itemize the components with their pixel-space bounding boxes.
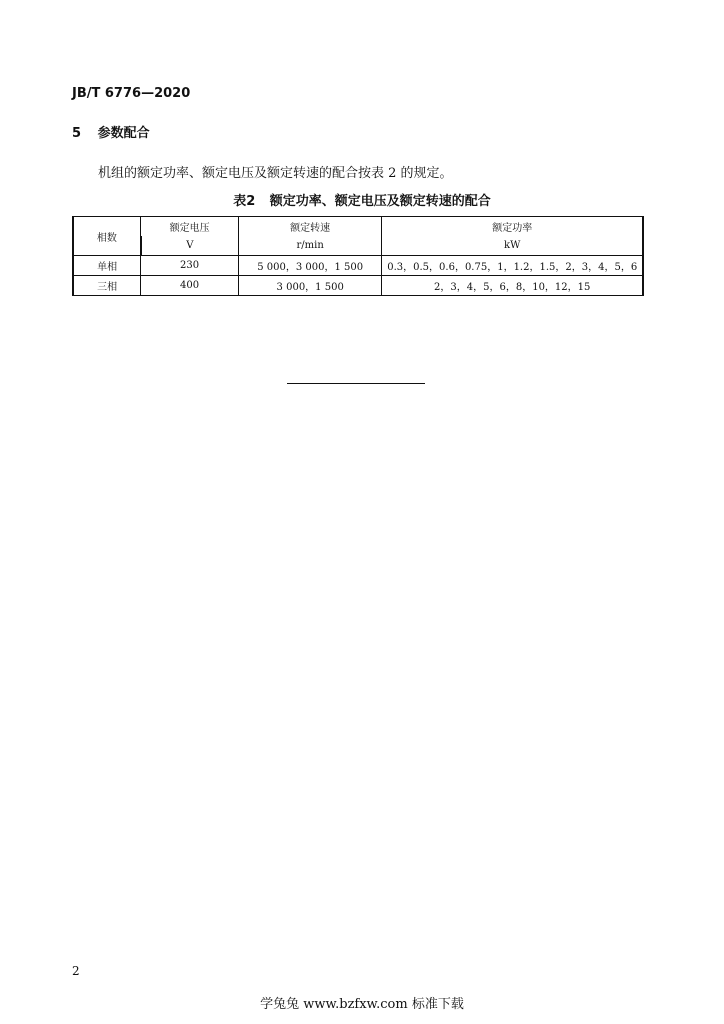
header-power: 额定功率 <box>382 217 643 237</box>
table-row <box>73 256 643 276</box>
cell-power: 0.3，0.5，0.6，0.75，1，1.2，1.5，2，3，4，5，6 <box>382 256 643 276</box>
table-caption-title: 额定功率、额定电压及额定转速的配合 <box>269 194 491 209</box>
body-paragraph: 机组的额定功率、额定电压及额定转速的配合按表 2 的规定。 <box>98 166 453 181</box>
end-of-document-rule <box>287 383 425 384</box>
header-speed: 额定转速 <box>238 217 382 237</box>
cell-voltage: 400 <box>141 276 239 296</box>
cell-power: 2，3，4，5，6，8，10，12，15 <box>382 276 643 296</box>
cell-voltage: 230 <box>141 256 239 276</box>
section-title: 参数配合 <box>97 126 150 141</box>
page-number: 2 <box>72 964 80 978</box>
parameter-table <box>72 216 644 296</box>
cell-speed: 3 000，1 500 <box>238 276 382 296</box>
footer-watermark: 学兔兔 www.bzfxw.com 标准下载 <box>260 997 464 1012</box>
document-code: JB/T 6776—2020 <box>72 86 191 101</box>
table-caption <box>0 190 724 209</box>
cell-speed: 5 000，3 000，1 500 <box>238 256 382 276</box>
header-speed-unit: r/min <box>238 236 382 256</box>
header-voltage: 额定电压 <box>141 217 239 237</box>
cell-phase: 三相 <box>73 276 141 296</box>
header-power-unit: kW <box>382 236 643 256</box>
header-voltage-unit: V <box>141 236 239 256</box>
section-heading <box>72 122 150 141</box>
table-row <box>73 276 643 296</box>
cell-phase: 单相 <box>73 256 141 276</box>
table-caption-label: 表2 <box>233 194 256 209</box>
header-phase: 相数 <box>73 217 141 256</box>
section-number: 5 <box>72 126 82 141</box>
